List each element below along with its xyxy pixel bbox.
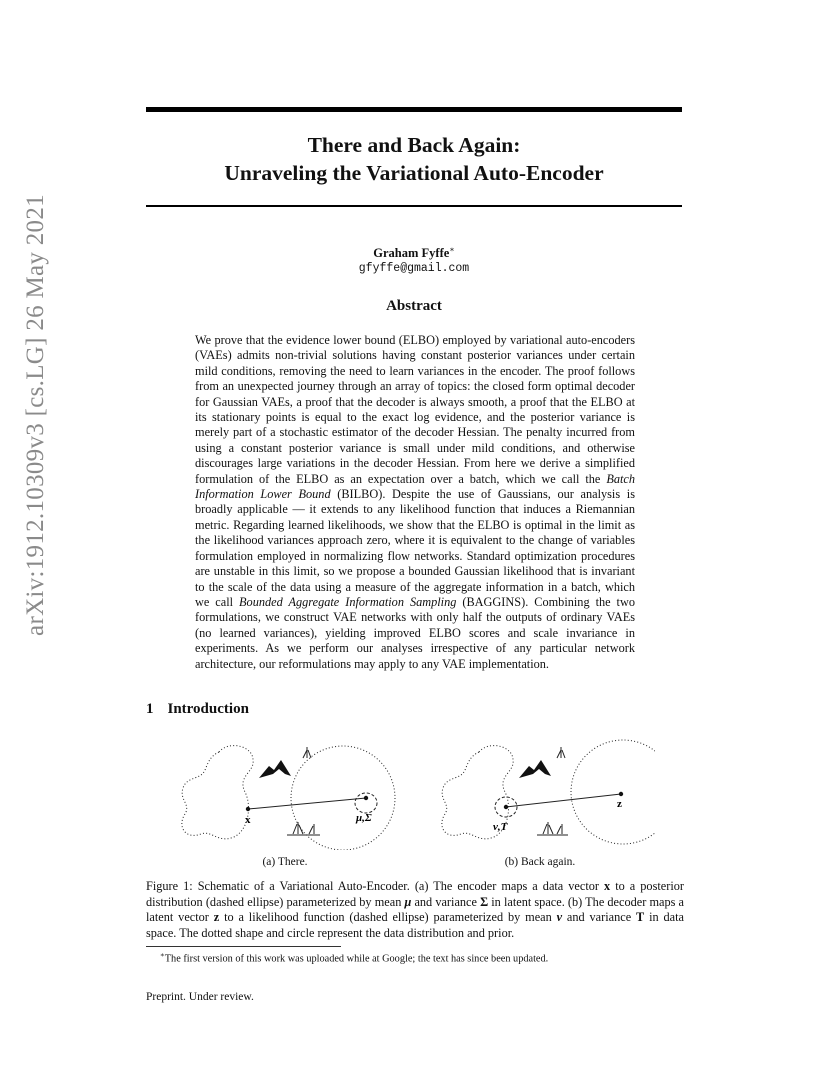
- prior-circle: [571, 740, 655, 844]
- caption-symbol-sigma: Σ: [480, 894, 489, 909]
- caption-text-2: to a posterior distribution (dashed ellipse) parameterized by mean: [146, 879, 684, 909]
- likelihood-mean-point: [504, 805, 508, 809]
- caption-text-4: in latent space. (b) The decoder maps a latent vector: [146, 894, 684, 925]
- author-block: [146, 242, 682, 277]
- title-line-1: There and Back Again:: [307, 133, 521, 157]
- author-footnote-mark: ∗: [449, 245, 455, 254]
- caption-symbol-mu: μ: [404, 894, 412, 909]
- panel-a-there: [182, 746, 395, 850]
- footnote-rule: [146, 946, 341, 947]
- prior-circle: [291, 746, 395, 850]
- posterior-mean-point: [364, 796, 368, 800]
- latent-point-z: [619, 792, 623, 796]
- figure-caption: [146, 879, 684, 941]
- decoder-arrow-line: [506, 794, 621, 807]
- paper-title: [146, 131, 682, 187]
- vae-schematic-figure: [175, 738, 655, 850]
- author-name: Graham Fyffe: [373, 246, 450, 261]
- preprint-notice: Preprint. Under review.: [146, 991, 254, 1003]
- caption-text-3: and variance: [411, 894, 481, 909]
- caption-symbol-z: z: [213, 910, 220, 925]
- section-title: Introduction: [167, 701, 249, 717]
- abstract-body: [195, 333, 635, 672]
- title-top-rule: [146, 107, 682, 112]
- abstract-term-baggins: Bounded Aggregate Information Sampling: [239, 594, 457, 609]
- subcaption-a: (a) There.: [262, 856, 308, 868]
- footnote: [160, 951, 680, 964]
- abstract-text-2: (BILBO). Despite the use of Gaussians, our analysis is broadly applicable — it extends to any likelihood function that induces a Riemannian metric. Regarding learned likelihoods, we show that the ELBO is optimal in the limit as the likelihood variances approach zero, where it is equivalent to the change of variables formulation employed in normalizing flow networks. Standard optimization procedures are unstable in this limit, so we propose a bounded Gaussian likelihood that is invariant to the scale of the data using a measure of the aggregate information in a batch, which we call: [195, 487, 635, 609]
- footnote-text: The first version of this work was uploaded while at Google; the text has since been updated.: [164, 953, 549, 965]
- caption-text-5: to a likelihood function (dashed ellipse) parameterized by mean: [219, 910, 557, 925]
- footnote-mark: ∗: [160, 951, 165, 959]
- data-distribution-shape: [182, 746, 253, 839]
- data-point-x: [246, 807, 250, 811]
- arxiv-identifier: arXiv:1912.10309v3 [cs.LG] 26 May 2021: [22, 194, 49, 636]
- caption-text-6: and variance: [562, 910, 637, 925]
- section-heading: [146, 701, 249, 718]
- title-line-2: Unraveling the Variational Auto-Encoder: [224, 161, 604, 185]
- mu-sigma-label: μ,Σ: [356, 812, 372, 824]
- abstract-text-3: (BAGGINS). Combining the two formulations, we construct VAE networks with only half the outputs of ordinary VAEs (no learned variances), yielding improved ELBO scores and scale invariance in experiments. As we perform our analyses irrespective of any particular network architecture, our reformulations may apply to any VAE implementation.: [195, 594, 636, 671]
- mountain-icon: [519, 760, 551, 778]
- grass-tuft-icon: [537, 747, 568, 835]
- caption-symbol-t: T: [636, 910, 645, 925]
- subcaption-b: (b) Back again.: [504, 856, 576, 868]
- caption-symbol-x: x: [604, 879, 611, 893]
- caption-symbol-nu: ν: [556, 910, 563, 925]
- title-bottom-rule: [146, 205, 682, 207]
- x-label: x: [245, 814, 251, 826]
- abstract-heading: Abstract: [386, 298, 442, 314]
- nu-t-label: ν,T: [493, 821, 508, 833]
- abstract-term-bilbo: Batch Information Lower Bound: [195, 471, 635, 502]
- encoder-arrow-line: [248, 798, 366, 809]
- caption-text-7: in data space. The dotted shape and circle represent the data distribution and prior.: [146, 910, 684, 940]
- caption-text-1: Figure 1: Schematic of a Variational Auto-Encoder. (a) The encoder maps a data vector: [146, 879, 605, 893]
- z-label: z: [617, 798, 622, 810]
- abstract-text-1: We prove that the evidence lower bound (ELBO) employed by variational auto-encoders (VAEs) admits non-trivial solutions having constant posterior variances under certain mild conditions, removing the need to learn variances in the encoder. The proof follows from an unexpected journey through an array of topics: the closed form optimal decoder for Gaussian VAEs, a proof that the decoder is always smooth, a proof that the ELBO at its stationary points is equal to the exact log evidence, and the posterior variance is merely part of a stochastic estimator of the decoder Hessian. The penalty incurred from using a constant posterior variance is small under mild conditions, and otherwise discourages large variations in the decoder Hessian. From here we derive a simplified formulation of the ELBO as an expectation over a batch, which we call the: [195, 333, 635, 486]
- section-number: 1: [146, 701, 154, 717]
- panel-b-back-again: [442, 740, 655, 844]
- author-email: gfyffe@gmail.com: [358, 262, 470, 276]
- mountain-icon: [259, 760, 291, 778]
